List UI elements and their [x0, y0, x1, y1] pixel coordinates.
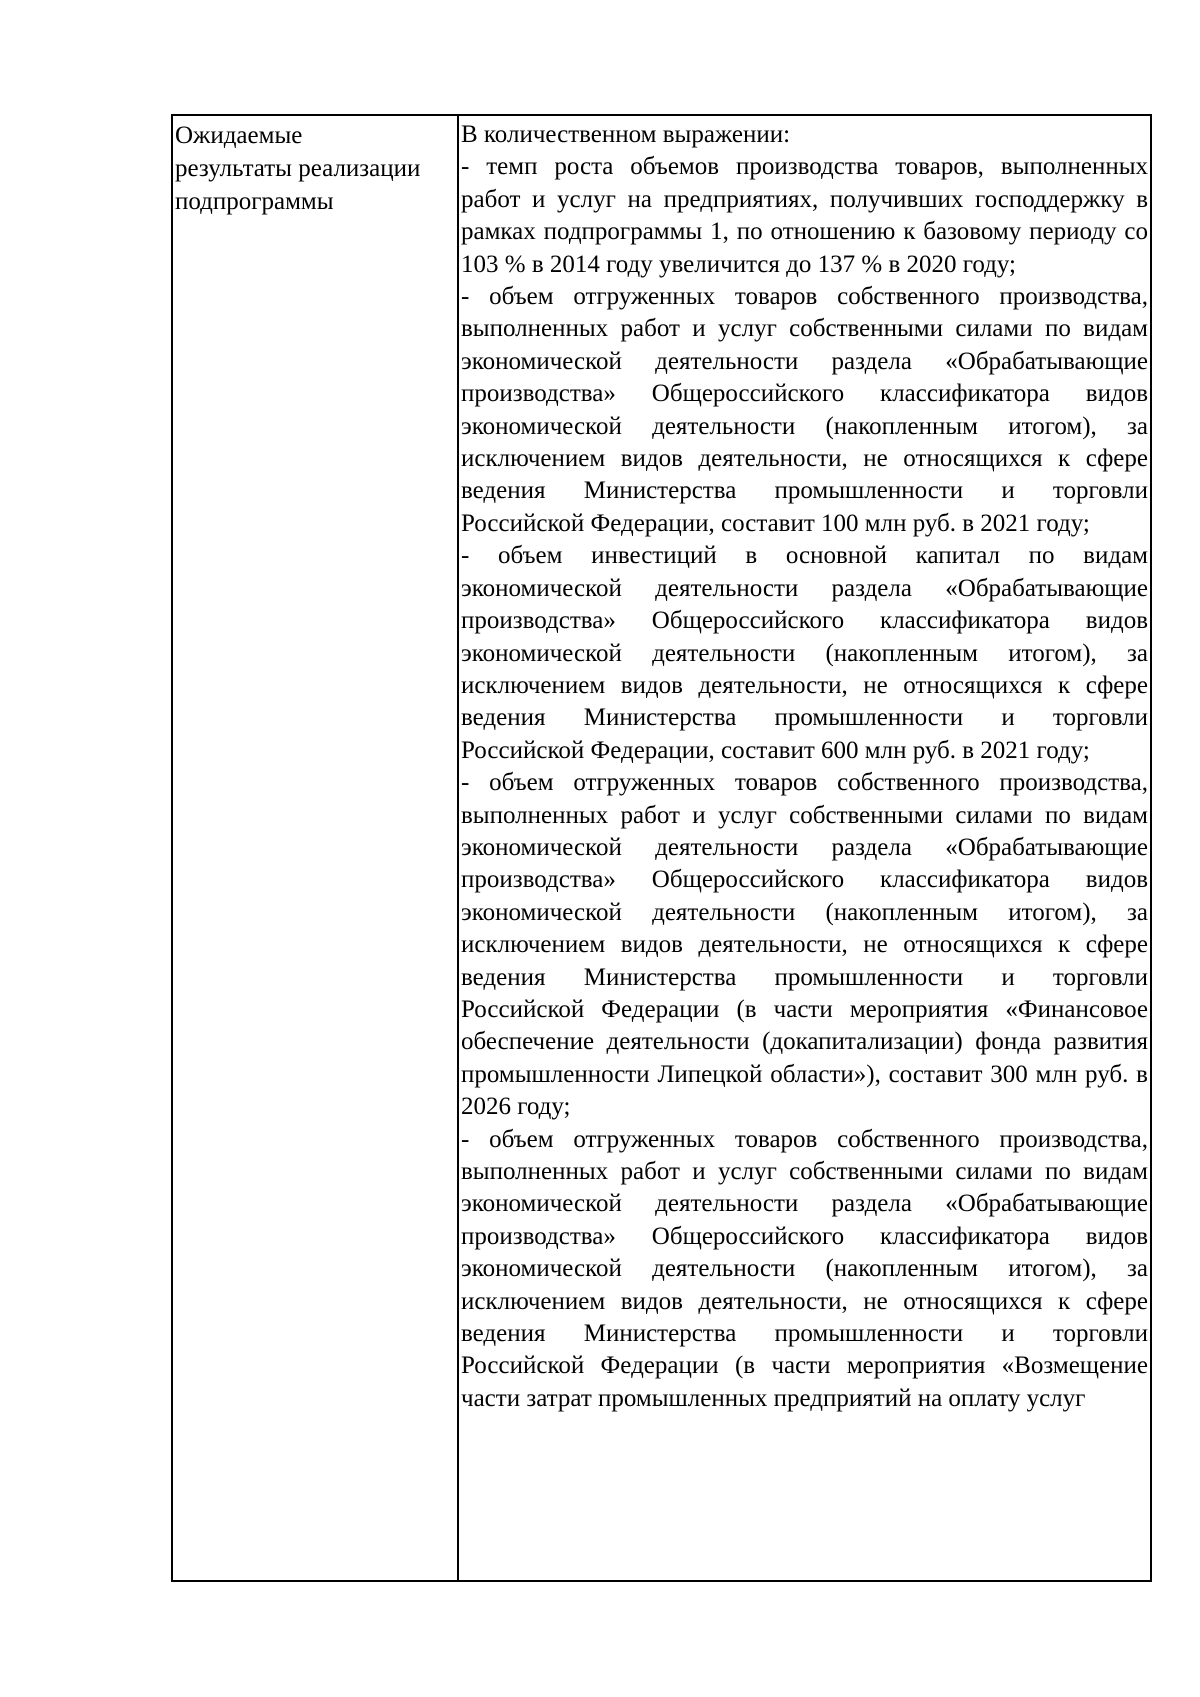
result-item: - объем инвестиций в основной капитал по видам экономической деятельности раздела «Обрабатывающие производства» Общероссийского классификатора видов экономической деятельности (накопленным итогом), за исключением видов деятельности, не относящихся к сфере ведения Министерства промышленности и торговли Российской Федерации, составит 600 млн руб. в 2021 году;: [461, 542, 1148, 764]
result-item: - темп роста объемов производства товаров, выполненных работ и услуг на предприятиях, получивших господдержку в рамках подпрограммы 1, по отношению к базовому периоду со 103 % в 2014 году увеличится до 137 % в 2020 году;: [461, 153, 1148, 278]
label-line: подпрограммы: [175, 188, 334, 215]
result-item: - объем отгруженных товаров собственного производства, выполненных работ и услуг собственными силами по видам экономической деятельности раздела «Обрабатывающие производства» Общероссийского классификатора видов экономической деятельности (накопленным итогом), за исключением видов деятельности, не относящихся к сфере ведения Министерства промышленности и торговли Российской Федерации, составит 100 млн руб. в 2021 году;: [461, 283, 1148, 537]
result-item: - объем отгруженных товаров собственного производства, выполненных работ и услуг собственными силами по видам экономической деятельности раздела «Обрабатывающие производства» Общероссийского классификатора видов экономической деятельности (накопленным итогом), за исключением видов деятельности, не относящихся к сфере ведения Министерства промышленности и торговли Российской Федерации (в части мероприятия «Возмещение части затрат промышленных предприятий на оплату услуг: [461, 1125, 1148, 1412]
content-cell: [459, 116, 1150, 1580]
content-heading: В количественном выражении:: [461, 121, 791, 148]
label-line: результаты реализации: [175, 155, 421, 182]
label-cell: [173, 116, 459, 1580]
result-item: - объем отгруженных товаров собственного производства, выполненных работ и услуг собственными силами по видам экономической деятельности раздела «Обрабатывающие производства» Общероссийского классификатора видов экономической деятельности (накопленным итогом), за исключением видов деятельности, не относящихся к сфере ведения Министерства промышленности и торговли Российской Федерации (в части мероприятия «Финансовое обеспечение деятельности (докапитализации) фонда развития промышленности Липецкой области»), составит 300 млн руб. в 2026 году;: [461, 769, 1148, 1121]
results-table: [171, 114, 1152, 1582]
label-line: Ожидаемые: [175, 122, 303, 149]
